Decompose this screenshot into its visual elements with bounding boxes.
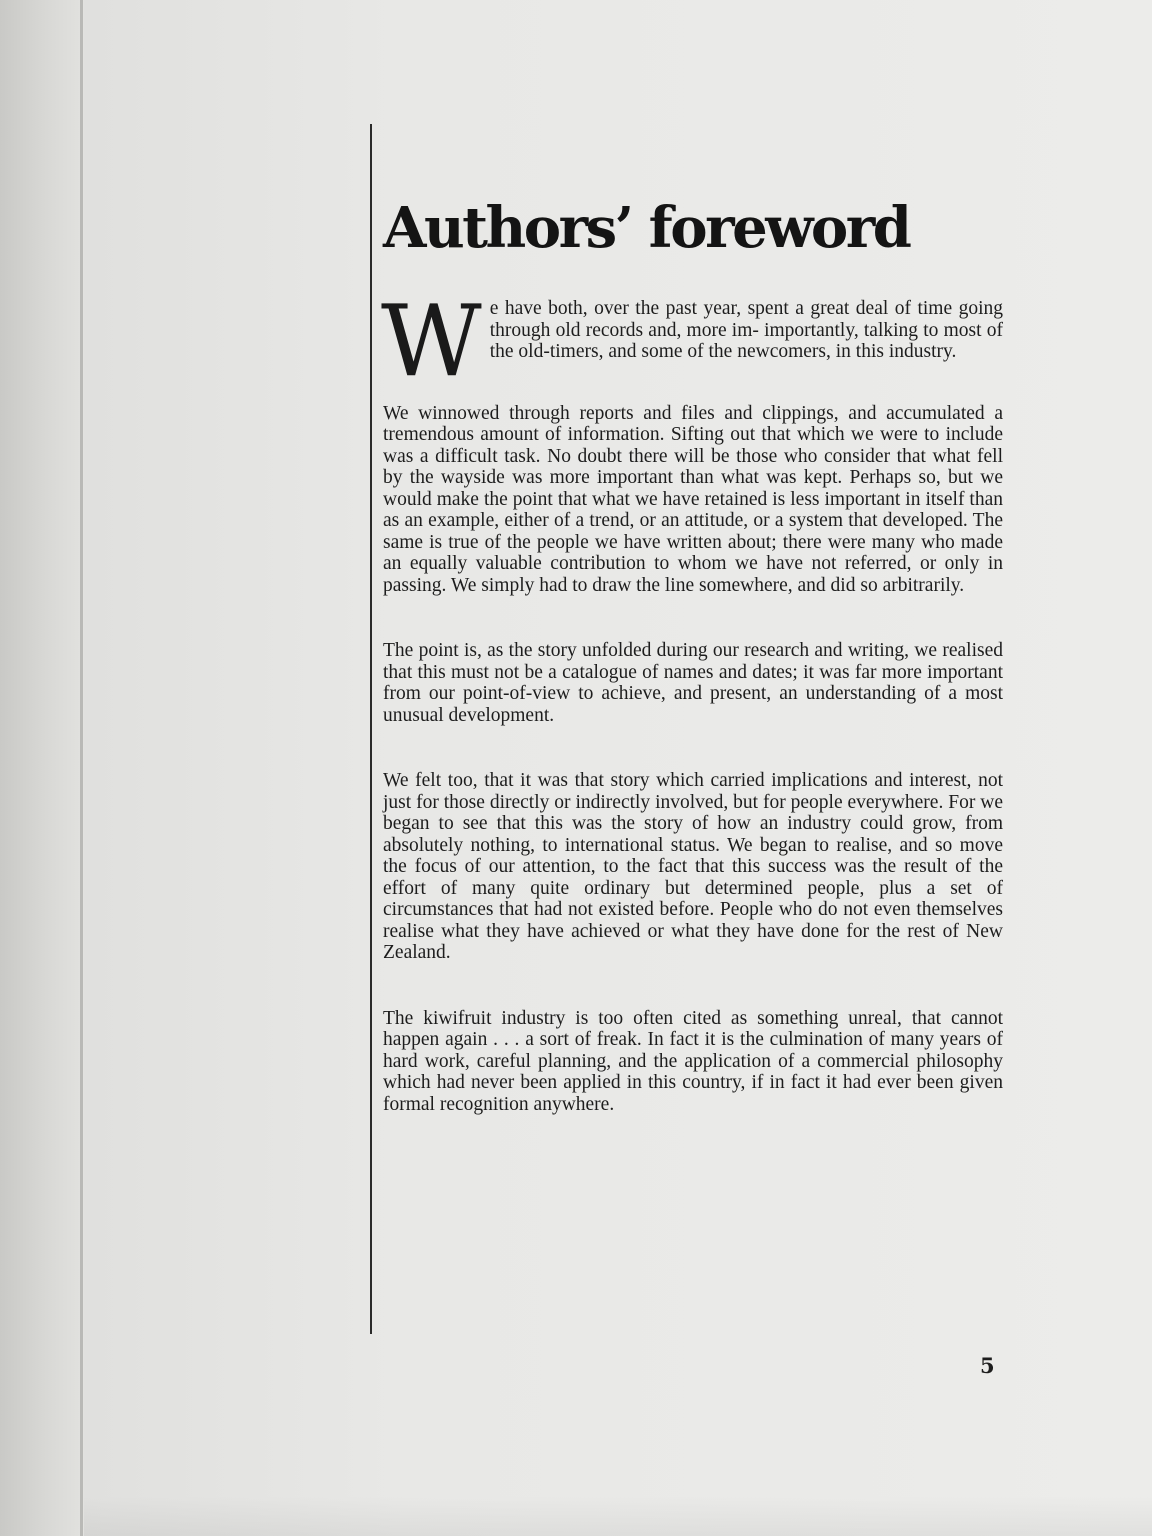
page-title: Authors’ foreword [383, 195, 910, 261]
paragraph: The point is, as the story unfolded during our research and writing, we realised that this must not be a catalogue of names and dates; it was far more important from our point-of-view to achieve, and present, an understanding of a most unusual development. [383, 640, 1003, 726]
paragraph: The kiwifruit industry is too often cited as something unreal, that cannot happen again . . . a sort of freak. In fact it is the culmination of many years of hard work, careful planning, and the application of a commercial philosophy which had never been applied in this country, if in fact it had ever been given formal recognition anywhere. [383, 1007, 1003, 1115]
foreword-text-column [383, 180, 1003, 1159]
first-paragraph [381, 285, 1003, 399]
paragraph: We felt too, that it was that story which carried implications and interest, not just for those directly or indirectly involved, but for people everywhere. For we began to see that this was the story of how an industry could grow, from absolutely nothing, to international status. We began to realise, and so move the focus of our attention, to the fact that this success was the result of the effort of many quite ordinary but determined people, plus a set of circumstances that had not existed before. People who do not even themselves realise what they have achieved or what they have done for the rest of New Zealand. [383, 770, 1003, 963]
first-paragraph-text: e have both, over the past year, spent a great deal of time going through old records and, more im- importantly, talking to most of the old-timers, and some of the newcomers, in this industry. [489, 298, 1003, 362]
vertical-rule [370, 124, 372, 1334]
drop-cap: W [381, 285, 482, 399]
page-fold-shadow [80, 0, 83, 1536]
paragraph: We winnowed through reports and files and clippings, and accumulated a tremendous amount of information. Sifting out that which we were to include was a difficult task. No doubt there will be those who consider that what fell by the wayside was more important than what was kept. Perhaps so, but we would make the point that what we have retained is less important in itself than as an example, either of a trend, or an attitude, or a system that developed. The same is true of the people we have written about; there were many who made an equally valuable contribution to whom we have not referred, or only in passing. We simply had to draw the line somewhere, and did so arbitrarily. [383, 402, 1003, 596]
page-bottom-shadow [84, 1496, 1152, 1536]
page-number: 5 [980, 1353, 995, 1378]
adjacent-page-edge [0, 0, 84, 1536]
